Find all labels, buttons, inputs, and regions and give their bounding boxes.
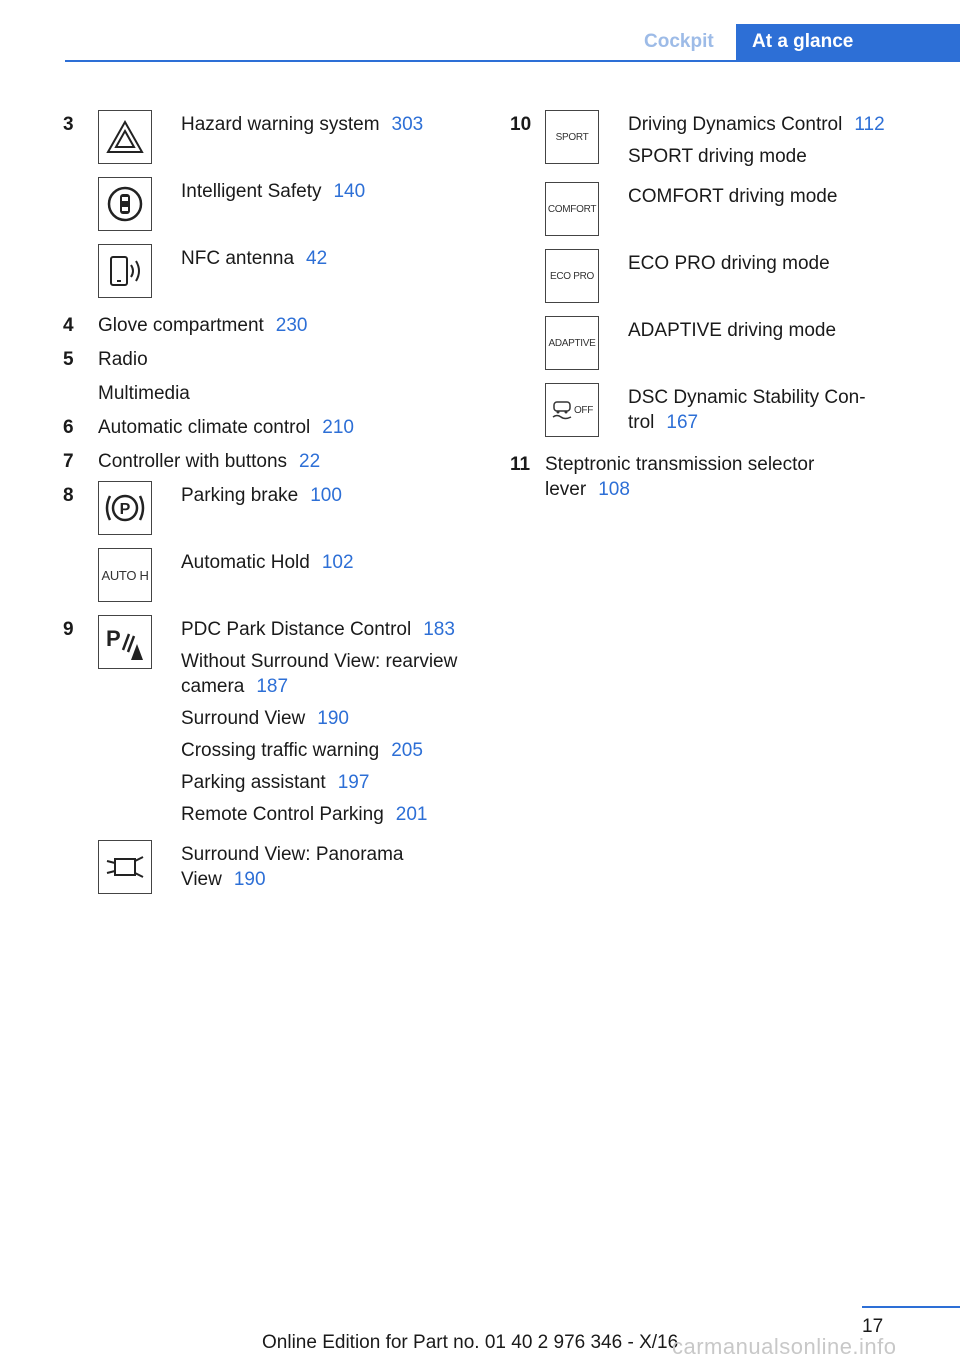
adaptive-mode-icon [545, 316, 599, 370]
park-distance-control-icon [98, 615, 152, 669]
subitem-intelligent-safety [98, 177, 483, 231]
subitem-label: PDC Park Distance Control [181, 619, 412, 640]
item-8 [63, 481, 483, 615]
item-number: 10 [510, 114, 532, 135]
subitem-label: Parking brake [181, 485, 299, 506]
item-number: 4 [63, 315, 74, 336]
page-ref-link[interactable]: 230 [275, 315, 308, 336]
header-section-label: Cockpit [644, 31, 714, 52]
dsc-icon-text: OFF [573, 404, 594, 416]
item-label-multimedia: Multimedia [98, 383, 190, 404]
subitem-panorama-view [98, 840, 483, 894]
header-tab-at-a-glance [736, 24, 960, 62]
item-number: 6 [63, 417, 74, 438]
subitem-comfort-mode [545, 182, 930, 236]
item-4 [63, 311, 483, 345]
subitem-label: ECO PRO driving mode [628, 253, 830, 274]
item-number: 3 [63, 114, 74, 135]
item-9 [63, 615, 483, 907]
page-ref-link[interactable]: 42 [306, 248, 328, 269]
page-ref-link[interactable]: 197 [337, 772, 370, 793]
comfort-icon-text: COMFORT [547, 203, 597, 215]
page-number: 17 [862, 1316, 884, 1337]
subitem-eco-pro-mode [545, 249, 930, 303]
svg-text:P: P [106, 626, 121, 651]
auto-hold-icon-text: AUTO H [101, 567, 149, 583]
header-rule [65, 60, 960, 62]
page-ref-link[interactable]: 22 [299, 451, 321, 472]
subitem-label: Parking assistant [181, 772, 326, 793]
subitem-adaptive-mode [545, 316, 930, 370]
subitem-label: ADAPTIVE driving mode [628, 320, 837, 341]
page-ref-link[interactable]: 190 [233, 869, 266, 890]
sport-icon-text: SPORT [555, 131, 589, 143]
subitem-dsc [545, 383, 930, 437]
item-label: Controller with buttons [98, 451, 288, 472]
edition-text: Online Edition for Part no. 01 40 2 976 346 - X/16 [262, 1332, 679, 1353]
panorama-view-icon [98, 840, 152, 894]
subitem-parking-brake [98, 481, 483, 535]
item-number: 5 [63, 349, 74, 370]
subitem-pdc [98, 615, 483, 827]
svg-text:P: P [119, 501, 131, 518]
page-ref-link[interactable]: 303 [391, 114, 424, 135]
page-ref-link[interactable]: 190 [317, 708, 349, 729]
item-number: 8 [63, 485, 74, 506]
item-number: 9 [63, 619, 74, 640]
left-column [63, 110, 483, 907]
page-ref-link[interactable]: 100 [310, 485, 342, 506]
subitem-label: SPORT driving mode [628, 146, 807, 167]
adaptive-icon-text: ADAPTIVE [548, 337, 596, 349]
item-label-radio: Radio [98, 349, 148, 370]
item-3 [63, 110, 483, 311]
subitem-driving-dynamics-control [545, 110, 930, 169]
parking-brake-icon [98, 481, 152, 535]
hazard-warning-icon [98, 110, 152, 164]
item-11 [510, 450, 930, 509]
item-label: Steptronic transmission selector lever [545, 454, 815, 500]
header-tab-label: At a glance [752, 31, 854, 52]
page-ref-link[interactable]: 167 [666, 412, 699, 433]
subitem-label: NFC antenna [181, 248, 295, 269]
subitem-label: Intelligent Safety [181, 181, 322, 202]
page-ref-link[interactable]: 183 [423, 619, 455, 640]
subitem-nfc-antenna [98, 244, 483, 298]
intelligent-safety-icon [98, 177, 152, 231]
item-label: Glove compartment [98, 315, 264, 336]
page-ref-link[interactable]: 201 [395, 804, 428, 825]
footer-rule [862, 1306, 960, 1308]
item-7 [63, 447, 483, 481]
eco-pro-icon-text: ECO PRO [549, 270, 595, 282]
comfort-mode-icon [545, 182, 599, 236]
dsc-off-icon [545, 383, 599, 437]
eco-pro-mode-icon [545, 249, 599, 303]
item-10 [510, 110, 930, 450]
page-ref-link[interactable]: 108 [598, 479, 630, 500]
subitem-label: Automatic Hold [181, 552, 310, 573]
subitem-hazard-warning [98, 110, 483, 164]
subitem-label: Surround View: Panorama View [181, 844, 404, 890]
subitem-label: Hazard warning system [181, 114, 380, 135]
page-ref-link[interactable]: 112 [854, 114, 885, 135]
item-number: 11 [510, 454, 531, 475]
nfc-antenna-icon [98, 244, 152, 298]
sport-mode-icon [545, 110, 599, 164]
subitem-label: Crossing traffic warning [181, 740, 380, 761]
subitem-label: Surround View [181, 708, 306, 729]
auto-hold-icon [98, 548, 152, 602]
subitem-label: COMFORT driving mode [628, 186, 838, 207]
page-ref-link[interactable]: 140 [333, 181, 366, 202]
subitem-label: Without Surround View: rearview camera [181, 651, 458, 697]
item-5 [63, 345, 483, 413]
item-number: 7 [63, 451, 74, 472]
page-ref-link[interactable]: 187 [256, 676, 289, 697]
item-6 [63, 413, 483, 447]
subitem-label: Driving Dynamics Control [628, 114, 843, 135]
subitem-label: Remote Control Parking [181, 804, 384, 825]
watermark: carmanualsonline.info [672, 1334, 897, 1359]
page-ref-link[interactable]: 102 [321, 552, 354, 573]
page-ref-link[interactable]: 205 [391, 740, 423, 761]
right-column [510, 110, 930, 509]
page-ref-link[interactable]: 210 [322, 417, 354, 438]
subitem-label: DSC Dynamic Stability Con‐trol [628, 387, 866, 433]
item-label: Automatic climate control [98, 417, 311, 438]
subitem-automatic-hold [98, 548, 483, 602]
